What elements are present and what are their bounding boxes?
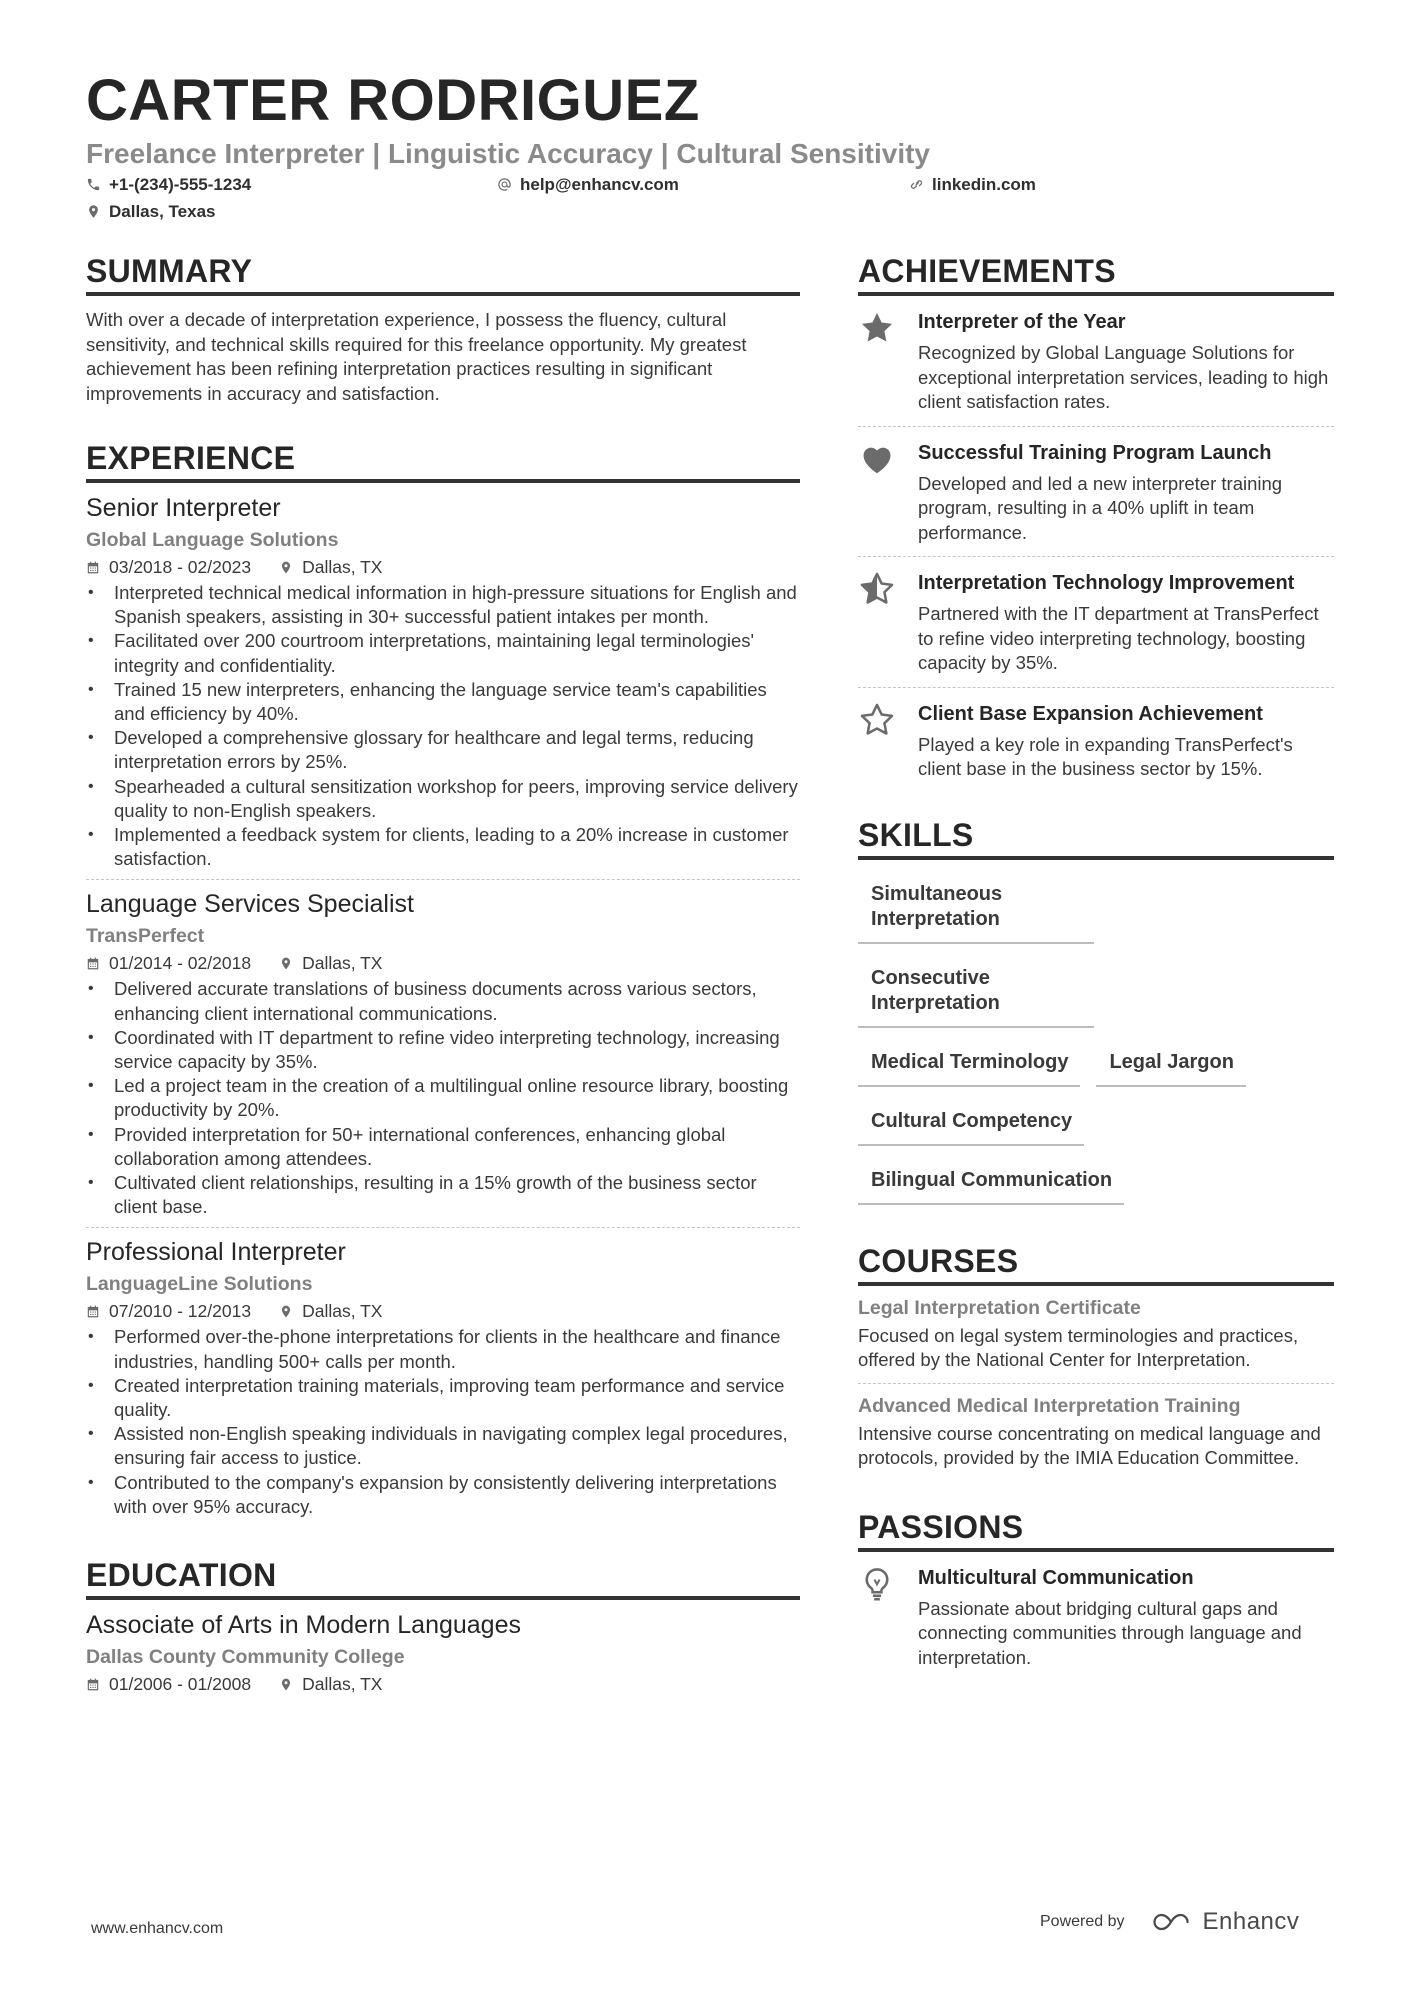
job-entry xyxy=(86,493,800,879)
candidate-name: CARTER RODRIGUEZ xyxy=(86,68,700,133)
achievement-item xyxy=(858,556,1334,687)
course-title: Legal Interpretation Certificate xyxy=(858,1296,1141,1319)
bullet-item: • Contributed to the company's expansion by consistently delivering interpretations with over 95% accuracy. xyxy=(86,1471,800,1519)
achievement-title: Interpretation Technology Improvement xyxy=(918,572,1295,594)
half-star-icon xyxy=(858,570,896,608)
bullet-item: • Provided interpretation for 50+ international conferences, enhancing global collaboration among attendees. xyxy=(86,1123,800,1171)
achievement-title: Client Base Expansion Achievement xyxy=(918,702,1263,725)
bullet-item: • Performed over-the-phone interpretations for clients in the healthcare and finance industries, handling 500+ calls per month. xyxy=(86,1325,800,1373)
bullet-item: • Implemented a feedback system for clients, leading to a 20% increase in customer satisfaction. xyxy=(86,823,800,871)
education-dates: 01/2006 - 01/2008 xyxy=(86,1672,251,1696)
phone-icon xyxy=(86,177,101,192)
job-meta xyxy=(86,1299,800,1323)
footer-website[interactable]: www.enhancv.com xyxy=(91,1920,224,1937)
calendar-icon xyxy=(86,956,100,971)
achievements-title: ACHIEVEMENTS xyxy=(858,255,1334,296)
calendar-icon xyxy=(86,560,100,575)
bullet-item: • Assisted non-English speaking individuals in navigating complex legal procedures, ensuring fair access to justice. xyxy=(86,1422,800,1470)
powered-by-label: Powered by xyxy=(1040,1913,1125,1930)
job-company: Global Language Solutions xyxy=(86,529,339,551)
education-title: EDUCATION xyxy=(86,1559,800,1600)
education-location: Dallas, TX xyxy=(279,1672,382,1696)
skill-tag: Consecutive Interpretation xyxy=(858,956,1094,1028)
passions-title: PASSIONS xyxy=(858,1511,1334,1552)
job-company: LanguageLine Solutions xyxy=(86,1273,313,1296)
skill-tag: Simultaneous Interpretation xyxy=(858,872,1094,944)
passions-section xyxy=(858,1508,1334,1682)
job-entry xyxy=(86,879,800,1227)
job-location: Dallas, TX xyxy=(279,555,382,579)
course-desc: Focused on legal system terminologies and practices, offered by the National Center for Interpretation. xyxy=(858,1324,1299,1370)
phone-text: +1-(234)-555-1234 xyxy=(109,175,252,194)
bullet-item: • Delivered accurate translations of business documents across various sectors, enhancing client international communications. xyxy=(86,977,800,1025)
achievement-item xyxy=(858,296,1334,426)
skills-section xyxy=(858,816,1334,1217)
experience-title: EXPERIENCE xyxy=(86,442,800,483)
skills-list xyxy=(858,872,1334,1217)
job-dates: 01/2014 - 02/2018 xyxy=(86,951,251,975)
candidate-headline: Freelance Interpreter | Linguistic Accuracy | Cultural Sensitivity xyxy=(86,138,931,169)
at-icon xyxy=(497,177,512,192)
calendar-icon xyxy=(86,1677,100,1692)
bullet-item: • Cultivated client relationships, resulting in a 15% growth of the business sector client base. xyxy=(86,1171,800,1219)
summary-text: With over a decade of interpretation experience, I possess the fluency, cultural sensitivity, and technical skills required for this freelance opportunity. My greatest achievement has been refining interpretation practices resulting in significant improvements in accuracy and satisfaction. xyxy=(86,309,747,404)
calendar-icon xyxy=(86,1304,100,1319)
skill-tag: Legal Jargon xyxy=(1096,1040,1245,1087)
job-meta xyxy=(86,555,800,579)
passion-title: Multicultural Communication xyxy=(918,1566,1194,1589)
summary-section xyxy=(86,255,800,406)
bullet-item: • Coordinated with IT department to refine video interpreting technology, increasing service capacity by 35%. xyxy=(86,1026,800,1074)
bullet-item: • Trained 15 new interpreters, enhancing the language service team's capabilities and efficiency by 40%. xyxy=(86,678,800,726)
bullet-item: • Interpreted technical medical information in high-pressure situations for English and Spanish speakers, assisting in 30+ successful patient intakes per month. xyxy=(86,581,800,629)
education-meta xyxy=(86,1672,800,1696)
job-meta xyxy=(86,951,800,975)
experience-section xyxy=(86,442,800,1527)
location-pin-icon xyxy=(279,1677,293,1692)
achievement-item xyxy=(858,426,1334,557)
education-section xyxy=(86,1559,800,1704)
location-pin-icon xyxy=(86,204,101,219)
bullet-item: • Spearheaded a cultural sensitization workshop for peers, improving service delivery quality to non-English speakers. xyxy=(86,775,800,823)
bullet-item: • Developed a comprehensive glossary for healthcare and legal terms, reducing interpretation errors by 25%. xyxy=(86,726,800,774)
courses-section xyxy=(858,1242,1334,1481)
job-bullets xyxy=(86,1325,800,1519)
degree-title: Associate of Arts in Modern Languages xyxy=(86,1611,521,1640)
star-icon xyxy=(858,309,896,347)
achievement-desc: Developed and led a new interpreter training program, resulting in a 40% uplift in team performance. xyxy=(918,472,1283,543)
brand-logo[interactable] xyxy=(1149,1908,1300,1936)
contact-location xyxy=(86,203,215,220)
bullet-item: • Facilitated over 200 courtroom interpretations, maintaining legal terminologies' integrity and confidentiality. xyxy=(86,629,800,677)
job-dates: 03/2018 - 02/2023 xyxy=(86,555,251,579)
summary-title: SUMMARY xyxy=(86,255,800,296)
location-text: Dallas, Texas xyxy=(109,202,216,221)
education-entry xyxy=(86,1610,800,1704)
website-text: linkedin.com xyxy=(932,175,1036,194)
skills-title: SKILLS xyxy=(858,819,1334,860)
job-title: Senior Interpreter xyxy=(86,494,281,522)
location-pin-icon xyxy=(279,560,293,575)
right-column xyxy=(858,255,1334,1681)
course-item xyxy=(858,1286,1334,1383)
footer-branding xyxy=(1040,1908,1299,1936)
achievement-desc: Partnered with the IT department at TransPerfect to refine video interpreting technology, boosting capacity by 35%. xyxy=(918,603,1319,673)
skill-tag: Cultural Competency xyxy=(858,1099,1084,1146)
bullet-item: • Created interpretation training materials, improving team performance and service quality. xyxy=(86,1374,800,1422)
brand-name: Enhancv xyxy=(1202,1908,1300,1935)
job-title: Professional Interpreter xyxy=(86,1238,346,1267)
job-bullets xyxy=(86,977,800,1219)
job-entry xyxy=(86,1227,800,1527)
left-column xyxy=(86,255,800,1704)
achievement-desc: Played a key role in expanding TransPerfect's client base in the business sector by 15%. xyxy=(918,733,1293,779)
skill-tag: Bilingual Communication xyxy=(858,1158,1124,1205)
job-location: Dallas, TX xyxy=(279,951,382,975)
course-desc: Intensive course concentrating on medical language and protocols, provided by the IMIA Education Committee. xyxy=(858,1422,1321,1468)
job-title: Language Services Specialist xyxy=(86,890,414,919)
achievement-title: Successful Training Program Launch xyxy=(918,441,1272,464)
heart-icon xyxy=(858,440,896,478)
link-icon xyxy=(909,177,924,192)
job-location: Dallas, TX xyxy=(279,1299,382,1323)
courses-title: COURSES xyxy=(858,1245,1334,1286)
course-title: Advanced Medical Interpretation Training xyxy=(858,1394,1241,1417)
enhancv-logo-icon xyxy=(1149,1910,1195,1934)
course-item xyxy=(858,1383,1334,1481)
contact-website[interactable] xyxy=(909,176,1036,193)
contact-phone[interactable] xyxy=(86,176,251,193)
contact-email[interactable] xyxy=(497,176,679,193)
job-company: TransPerfect xyxy=(86,925,205,948)
school-name: Dallas County Community College xyxy=(86,1646,405,1669)
achievement-item xyxy=(858,687,1334,793)
passion-desc: Passionate about bridging cultural gaps and connecting communities through language and interpretation. xyxy=(918,1597,1302,1668)
achievement-title: Interpreter of the Year xyxy=(918,311,1126,333)
star-outline-icon xyxy=(858,701,896,739)
job-dates: 07/2010 - 12/2013 xyxy=(86,1299,251,1323)
lightbulb-icon xyxy=(858,1565,896,1603)
achievement-desc: Recognized by Global Language Solutions for exceptional interpretation services, leading to high client satisfaction rates. xyxy=(918,342,1329,412)
email-text: help@enhancv.com xyxy=(520,175,679,194)
location-pin-icon xyxy=(279,1304,293,1319)
achievements-section xyxy=(858,255,1334,793)
location-pin-icon xyxy=(279,956,293,971)
passion-item xyxy=(858,1552,1334,1682)
job-bullets xyxy=(86,581,800,871)
skill-tag: Medical Terminology xyxy=(858,1040,1080,1087)
bullet-item: • Led a project team in the creation of a multilingual online resource library, boosting productivity by 20%. xyxy=(86,1074,800,1122)
